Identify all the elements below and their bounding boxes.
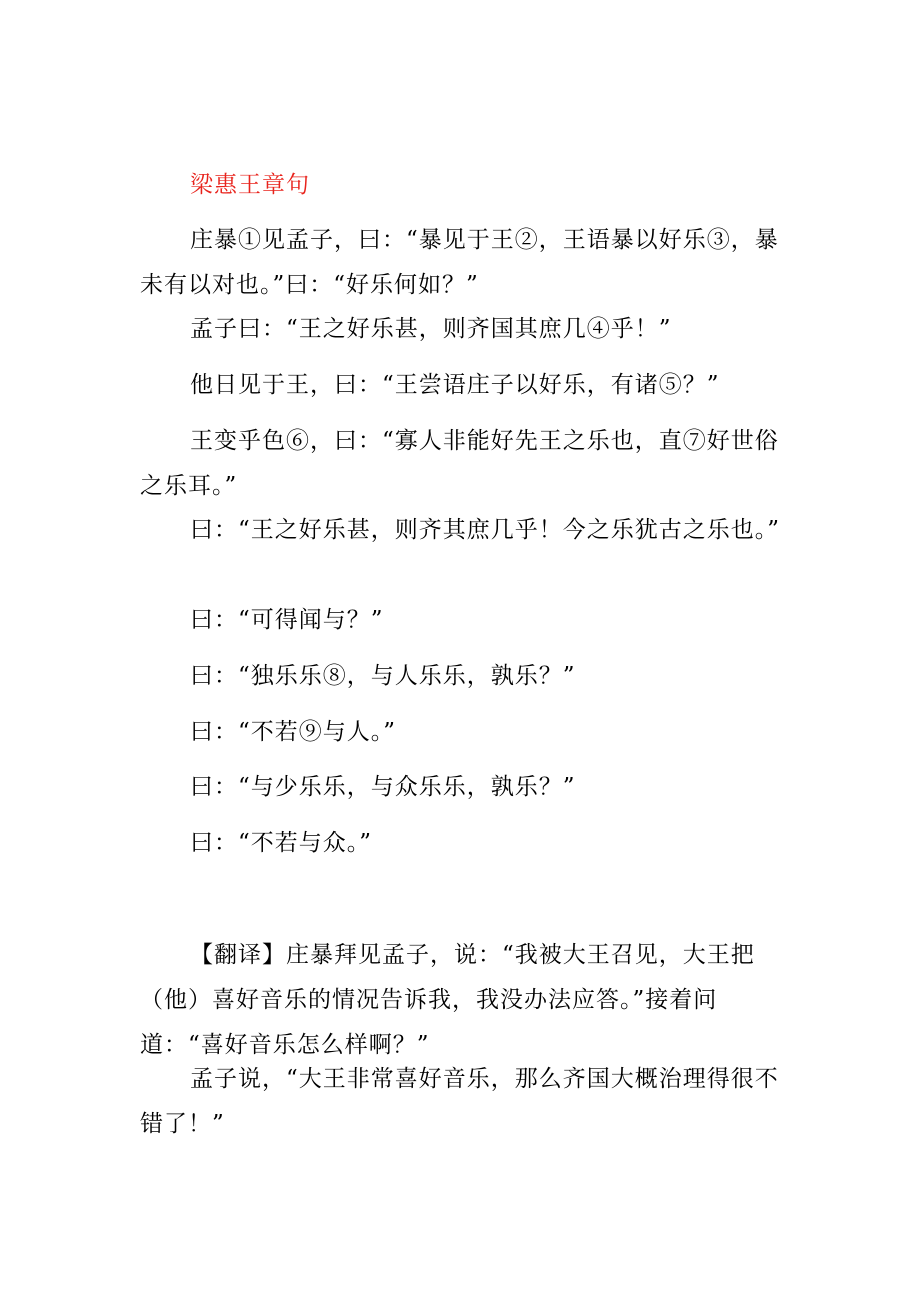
paragraph-7: 曰：“独乐乐⑧，与人乐乐，孰乐？”: [190, 663, 576, 689]
paragraph-8: 曰：“不若⑨与人。”: [190, 719, 397, 745]
paragraph-2: 孟子曰：“王之好乐甚，则齐国其庶几④乎！”: [190, 316, 672, 342]
paragraph-5: 曰：“王之好乐甚，则齐其庶几乎！今之乐犹古之乐也。”: [190, 517, 781, 543]
translation-paragraph-1: 【翻译】庄暴拜见孟子，说：“我被大王召见，大王把（他）喜好音乐的情况告诉我，我没办法应答。”接着问道：“喜好音乐怎么样啊？”: [140, 942, 755, 1058]
paragraph-10: 曰：“不若与众。”: [190, 830, 373, 856]
paragraph-6: 曰：“可得闻与？”: [190, 607, 384, 633]
section-title: 梁惠王章句: [190, 172, 310, 198]
paragraph-9: 曰：“与少乐乐，与众乐乐，孰乐？”: [190, 774, 576, 800]
paragraph-3: 他日见于王，曰：“王尝语庄子以好乐，有诸⑤？”: [190, 372, 720, 398]
paragraph-4: 王变乎色⑥，曰：“寡人非能好先王之乐也，直⑦好世俗之乐耳。”: [140, 428, 779, 499]
translation-paragraph-2: 孟子说，“大王非常喜好音乐，那么齐国大概治理得很不错了！”: [140, 1066, 779, 1137]
paragraph-1: 庄暴①见孟子，曰：“暴见于王②，王语暴以好乐③，暴未有以对也。”曰：“好乐何如？”: [140, 227, 779, 298]
